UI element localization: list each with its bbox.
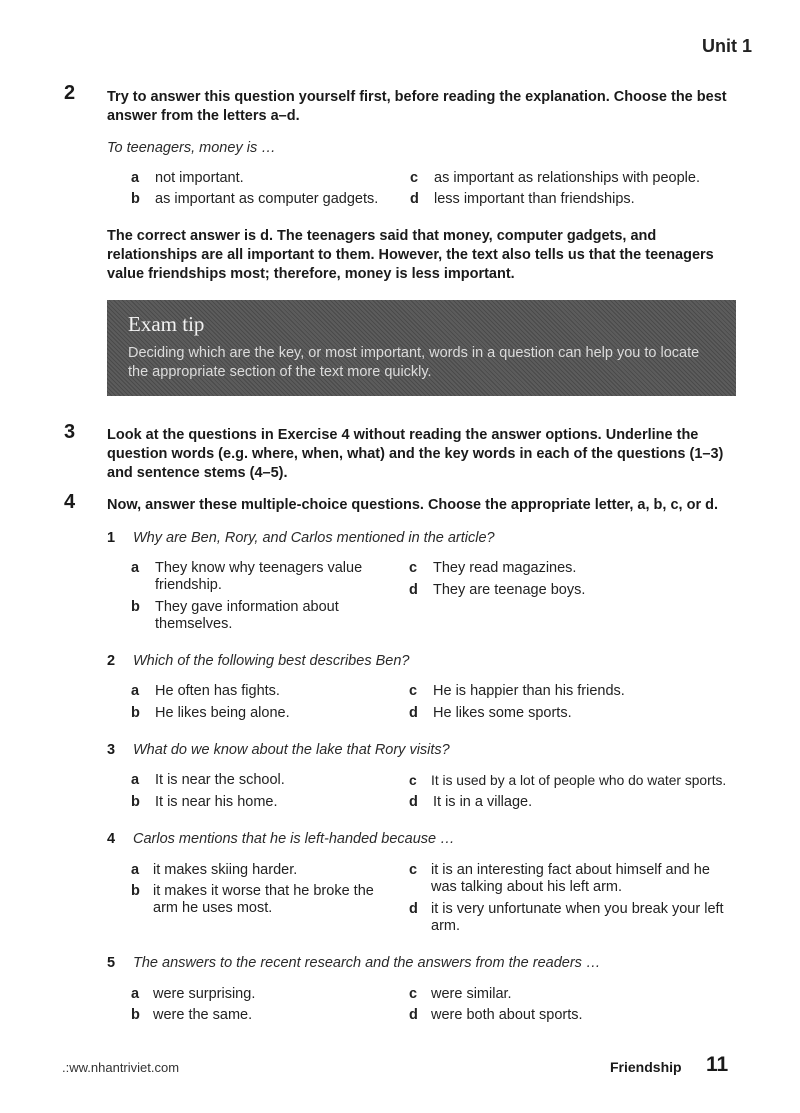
footer-section-title: Friendship	[610, 1059, 682, 1075]
footer-website: .:ww.nhantriviet.com	[62, 1060, 180, 1075]
q2-option-c: c He is happier than his friends.	[409, 683, 625, 699]
exam-tip-body: Deciding which are the key, or most important, words in a question can help you to locate the appropriate section of the text more quickly.	[128, 345, 700, 380]
q4-option-c: c it is an interesting fact about himself and he was talking about his left arm.	[409, 862, 710, 895]
exercise-2-instruction: Try to answer this question yourself first, before reading the explanation. Choose the best answer from the letters a–d.	[107, 89, 727, 124]
q3-option-d: d It is in a village.	[409, 794, 533, 810]
exercise-4-number: 4	[64, 491, 76, 513]
q2-option-a: a He often has fights.	[131, 683, 280, 699]
question-3-number: 3	[107, 742, 116, 758]
q5-option-a: a were surprising.	[131, 986, 256, 1002]
question-4-number: 4	[107, 831, 116, 847]
exercise-4-instruction: Now, answer these multiple-choice questions. Choose the appropriate letter, a, b, c, or d.	[107, 497, 719, 513]
question-2-number: 2	[107, 653, 116, 669]
q1-option-c: c They read magazines.	[409, 560, 577, 576]
q2-option-d: d He likes some sports.	[409, 705, 572, 721]
question-1-text: Why are Ben, Rory, and Carlos mentioned in the article?	[133, 530, 495, 546]
q3-option-c: c It is used by a lot of people who do water sports.	[409, 773, 727, 788]
exercise-3-instruction: Look at the questions in Exercise 4 without reading the answer options. Underline the question words (e.g. where, when, what) and the key words in each of the questions (1–3) and sentence stems (4–5).	[107, 427, 724, 481]
exam-tip-box	[107, 300, 736, 396]
q1-option-b: b They gave information about themselves.	[131, 599, 339, 632]
q4-option-b: b it makes it worse that he broke the arm he uses most.	[131, 883, 374, 916]
exercise-2-number: 2	[64, 82, 76, 104]
q3-option-b: b It is near his home.	[131, 794, 278, 810]
unit-label: Unit 1	[701, 36, 752, 56]
ex2-option-d: d less important than friendships.	[410, 191, 635, 207]
question-3-text: What do we know about the lake that Rory visits?	[133, 742, 450, 758]
exam-tip-title: Exam tip	[128, 312, 205, 336]
exercise-2-stem: To teenagers, money is …	[107, 140, 276, 156]
question-2-text: Which of the following best describes Ben?	[133, 653, 410, 669]
q1-option-a: a They know why teenagers value friendship.	[131, 560, 363, 593]
q5-option-b: b were the same.	[131, 1007, 253, 1023]
question-5-text: The answers to the recent research and the answers from the readers …	[133, 955, 601, 971]
q3-option-a: a It is near the school.	[131, 772, 285, 788]
q1-option-d: d They are teenage boys.	[409, 582, 586, 598]
question-1-number: 1	[107, 530, 116, 546]
ex2-option-b: b as important as computer gadgets.	[131, 191, 379, 207]
page-number: 11	[706, 1053, 729, 1076]
question-5-number: 5	[107, 955, 116, 971]
q2-option-b: b He likes being alone.	[131, 705, 290, 721]
q4-option-a: a it makes skiing harder.	[131, 862, 298, 878]
exercise-2-explanation: The correct answer is d. The teenagers said that money, computer gadgets, and relationships are all important to them. However, the text also tells us that the teenagers value friendships most; therefore, money is less important.	[107, 228, 714, 282]
ex2-option-a: a not important.	[131, 170, 244, 186]
question-4-text: Carlos mentions that he is left-handed because …	[133, 831, 455, 847]
exercise-3-number: 3	[64, 421, 76, 443]
q4-option-d: d it is very unfortunate when you break your left arm.	[409, 901, 724, 934]
q5-option-d: d were both about sports.	[409, 1007, 583, 1023]
q5-option-c: c were similar.	[409, 986, 512, 1002]
ex2-option-c: c as important as relationships with people.	[410, 170, 700, 186]
